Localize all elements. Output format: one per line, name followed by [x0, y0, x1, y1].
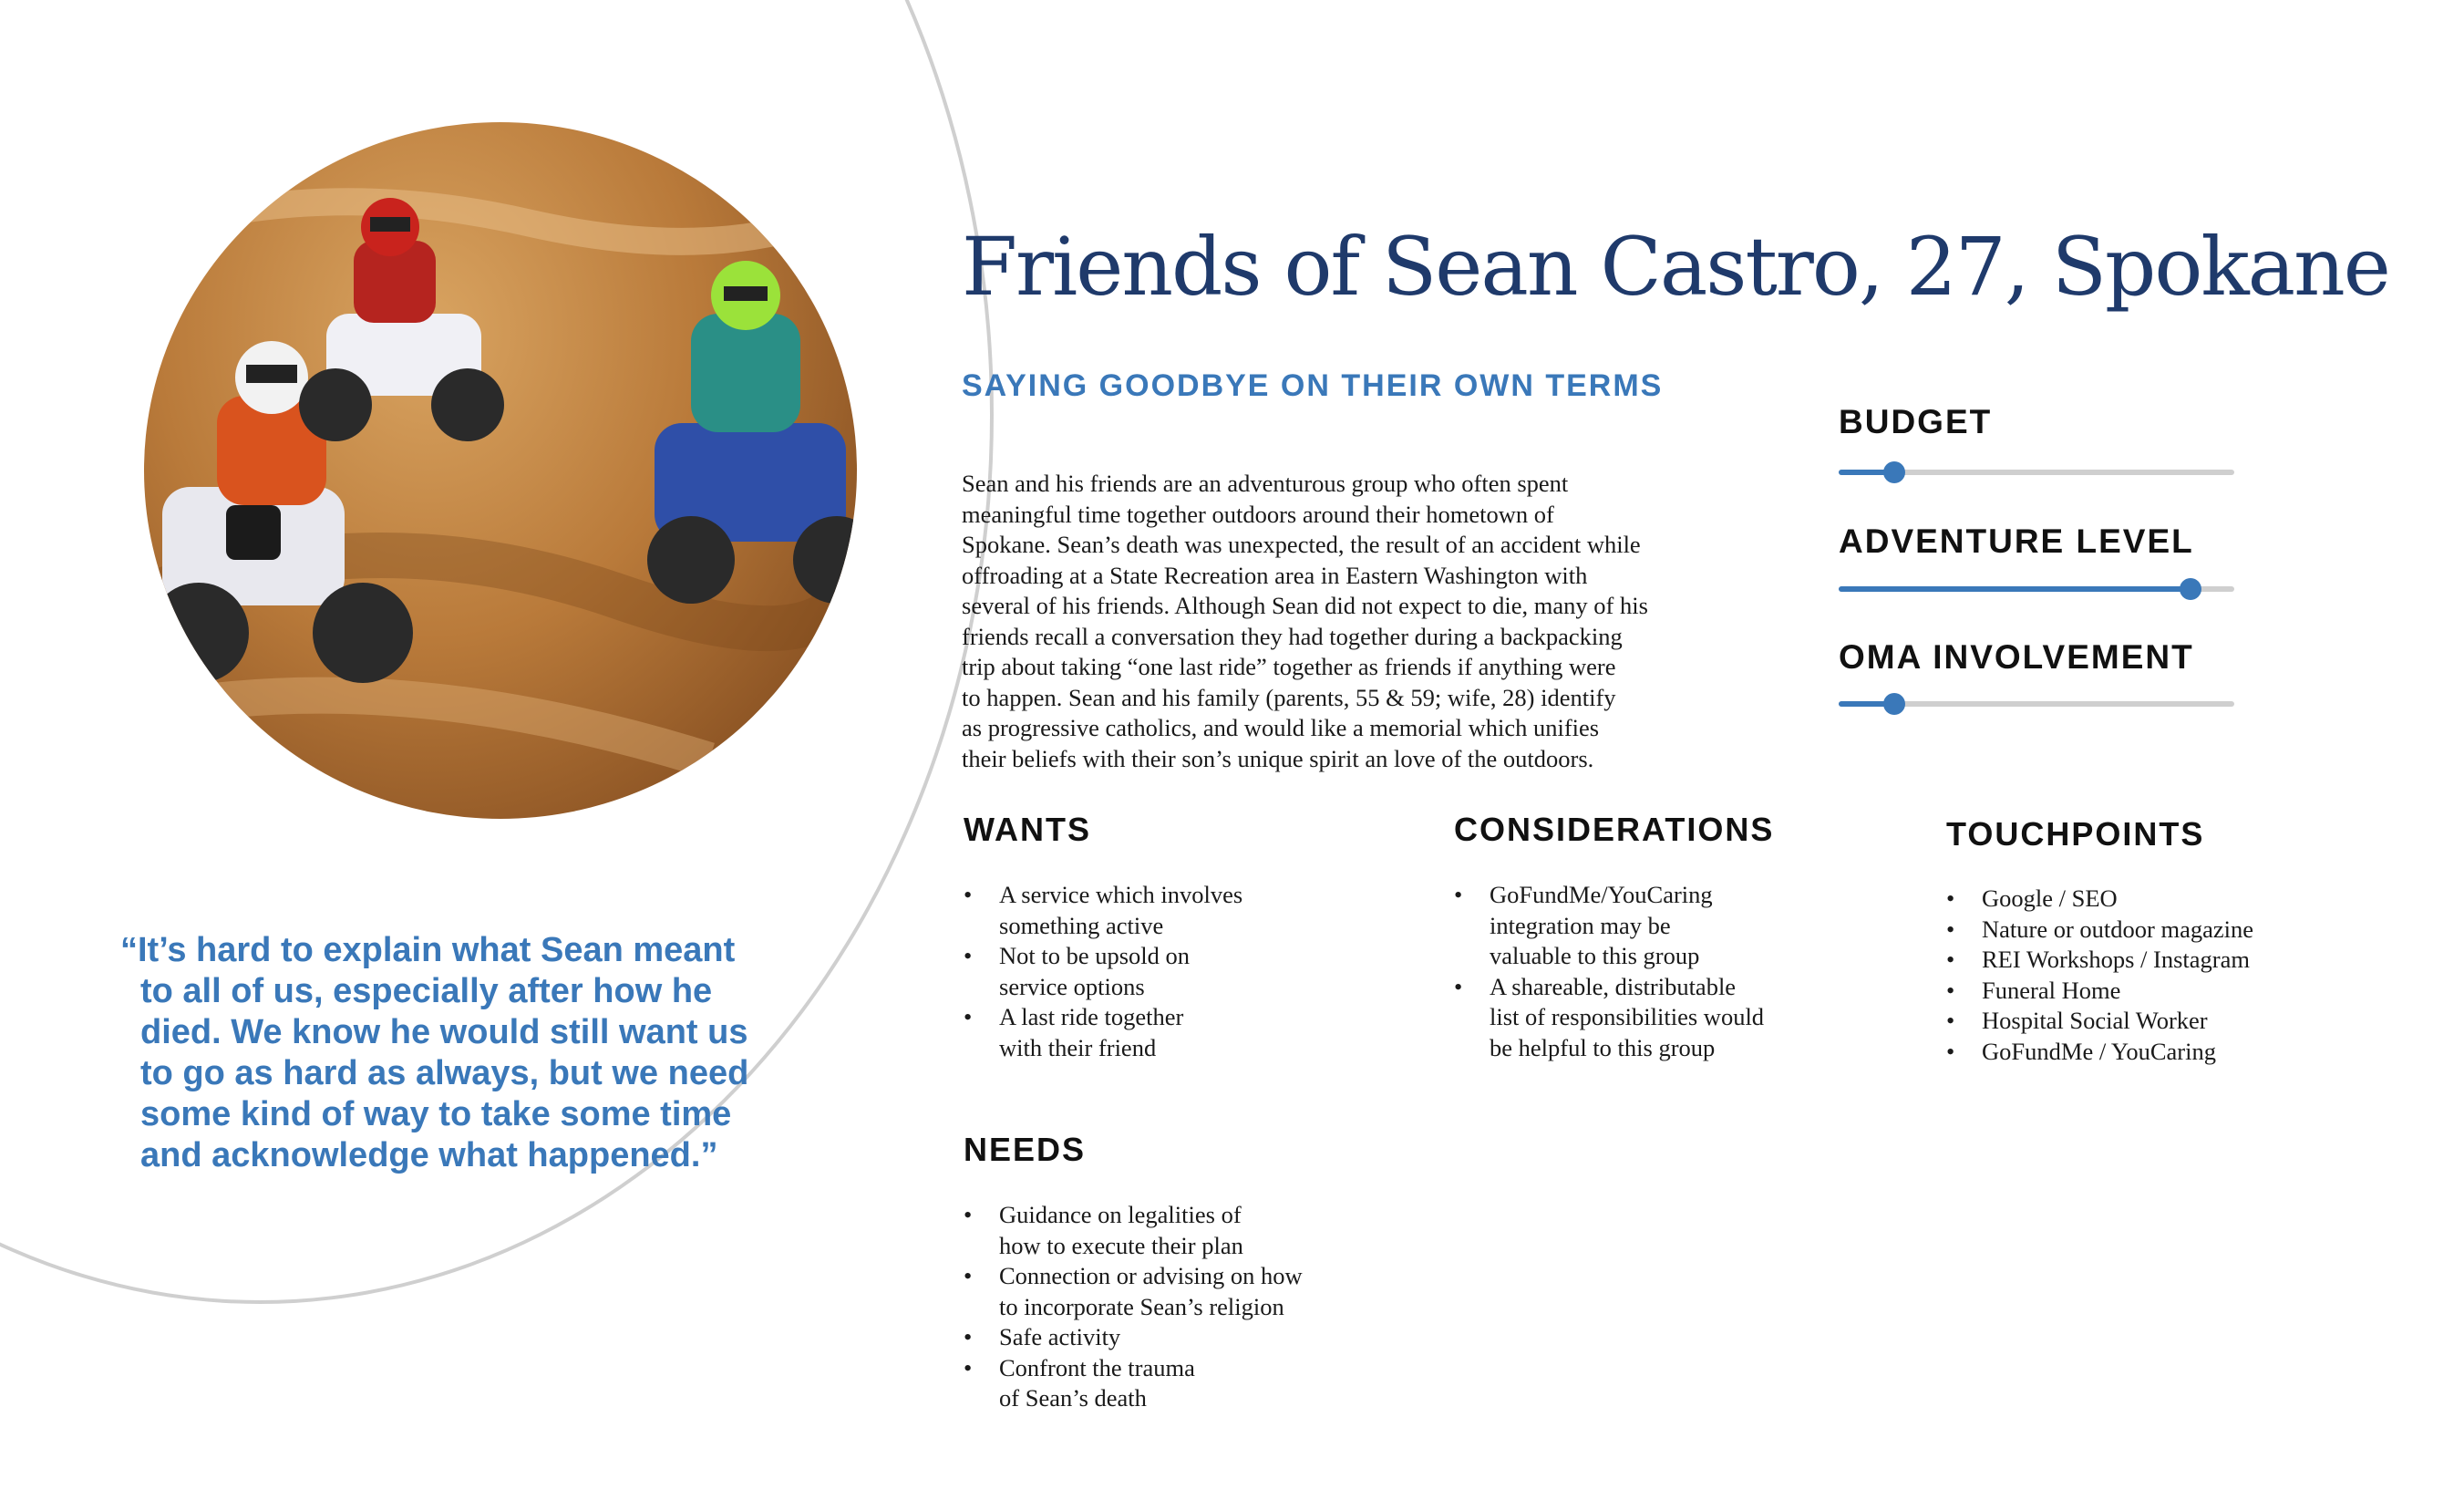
description-line: friends recall a conversation they had together during a backpacking	[962, 622, 1623, 650]
adventure-level-meter-knob	[2180, 578, 2201, 600]
list-item	[964, 1322, 1303, 1353]
list-item-line: integration may be	[1490, 911, 1671, 939]
list-item	[1946, 945, 2253, 976]
list-item-line: • Funeral Home	[1982, 976, 2121, 1004]
list-item-line: • A last ride together	[999, 1003, 1184, 1030]
needs-heading: NEEDS	[964, 1131, 1087, 1168]
touchpoints-list	[1946, 884, 2253, 1067]
list-item-line: • Guidance on legalities of	[999, 1201, 1242, 1228]
description-line: meaningful time together outdoors around their hometown of	[962, 500, 1554, 528]
considerations-list	[1454, 880, 1764, 1063]
list-item	[1454, 972, 1764, 1064]
list-item-line: be helpful to this group	[1490, 1033, 1716, 1061]
page-subtitle: SAYING GOODBYE ON THEIR OWN TERMS	[962, 368, 1664, 403]
oma-involvement-label: OMA INVOLVEMENT	[1839, 638, 2194, 676]
list-item-line: • Nature or outdoor magazine	[1982, 915, 2254, 943]
list-item-line: with their friend	[999, 1033, 1157, 1061]
description-line: to happen. Sean and his family (parents, 55 & 59; wife, 28) identify	[962, 683, 1616, 711]
list-item	[1946, 1037, 2253, 1068]
description-line: as progressive catholics, and would like a memorial which unifies	[962, 714, 1600, 741]
quote-line: and acknowledge what happened.”	[140, 1136, 718, 1174]
list-item-line: to incorporate Sean’s religion	[999, 1292, 1284, 1320]
description-line: trip about taking “one last ride” together as friends if anything were	[962, 653, 1616, 680]
oma-involvement-meter	[1839, 701, 2234, 707]
touchpoints-heading: TOUCHPOINTS	[1946, 815, 2205, 853]
list-item-line: service options	[999, 972, 1145, 1000]
wants-list	[964, 880, 1242, 1063]
list-item	[964, 1353, 1303, 1414]
budget-meter	[1839, 470, 2234, 475]
pull-quote	[120, 930, 777, 1176]
quote-line: died. We know he would still want us	[140, 1013, 748, 1051]
list-item-line: list of responsibilities would	[1490, 1003, 1765, 1030]
list-item-line: • Confront the trauma	[999, 1353, 1195, 1381]
adventure-level-label: ADVENTURE LEVEL	[1839, 522, 2194, 560]
list-item	[964, 1002, 1242, 1063]
oma-involvement-meter-knob	[1883, 693, 1905, 715]
list-item-line: • Google / SEO	[1982, 884, 2118, 912]
wants-heading: WANTS	[964, 811, 1091, 848]
atv-riders-photo	[144, 122, 857, 819]
description-line: Spokane. Sean’s death was unexpected, the result of an accident while	[962, 531, 1641, 558]
list-item	[1454, 880, 1764, 972]
budget-label: BUDGET	[1839, 403, 1993, 440]
budget-meter-knob	[1883, 461, 1905, 483]
considerations-heading: CONSIDERATIONS	[1454, 811, 1775, 848]
list-item-line: • Connection or advising on how	[999, 1262, 1303, 1289]
adventure-level-meter-fill	[1839, 586, 2191, 592]
list-item-line: • REI Workshops / Instagram	[1982, 946, 2250, 973]
list-item-line: • Not to be upsold on	[999, 942, 1191, 969]
description-line: offroading at a State Recreation area in Eastern Washington with	[962, 561, 1588, 589]
description-line: Sean and his friends are an adventurous group who often spent	[962, 470, 1569, 497]
list-item	[964, 1200, 1303, 1261]
list-item-line: • Hospital Social Worker	[1982, 1007, 2208, 1034]
list-item	[1946, 884, 2253, 915]
description-line: several of his friends. Although Sean did not expect to die, many of his	[962, 592, 1648, 619]
list-item-line: • GoFundMe/YouCaring	[1490, 881, 1713, 908]
quote-line: to all of us, especially after how he	[140, 972, 713, 1010]
list-item-line: • A shareable, distributable	[1490, 972, 1737, 1000]
description-line: their beliefs with their son’s unique spirit an love of the outdoors.	[962, 744, 1594, 772]
description	[962, 469, 1782, 774]
quote-line: to go as hard as always, but we need	[140, 1054, 749, 1092]
list-item	[964, 1261, 1303, 1322]
list-item-line: of Sean’s death	[999, 1384, 1147, 1412]
list-item-line: • Safe activity	[999, 1323, 1121, 1350]
list-item-line: • A service which involves	[999, 881, 1243, 908]
quote-line: some kind of way to take some time	[140, 1095, 732, 1133]
needs-list	[964, 1200, 1303, 1414]
list-item	[964, 941, 1242, 1002]
list-item	[964, 880, 1242, 941]
list-item	[1946, 1006, 2253, 1037]
adventure-level-meter	[1839, 586, 2234, 592]
list-item-line: valuable to this group	[1490, 942, 1700, 969]
list-item	[1946, 915, 2253, 946]
list-item-line: something active	[999, 911, 1164, 939]
page-title: Friends of Sean Castro, 27, Spokane	[962, 220, 2389, 314]
quote-line: “It’s hard to explain what Sean meant	[120, 931, 736, 969]
list-item-line: how to execute their plan	[999, 1231, 1243, 1259]
list-item	[1946, 976, 2253, 1007]
list-item-line: • GoFundMe / YouCaring	[1982, 1037, 2216, 1065]
